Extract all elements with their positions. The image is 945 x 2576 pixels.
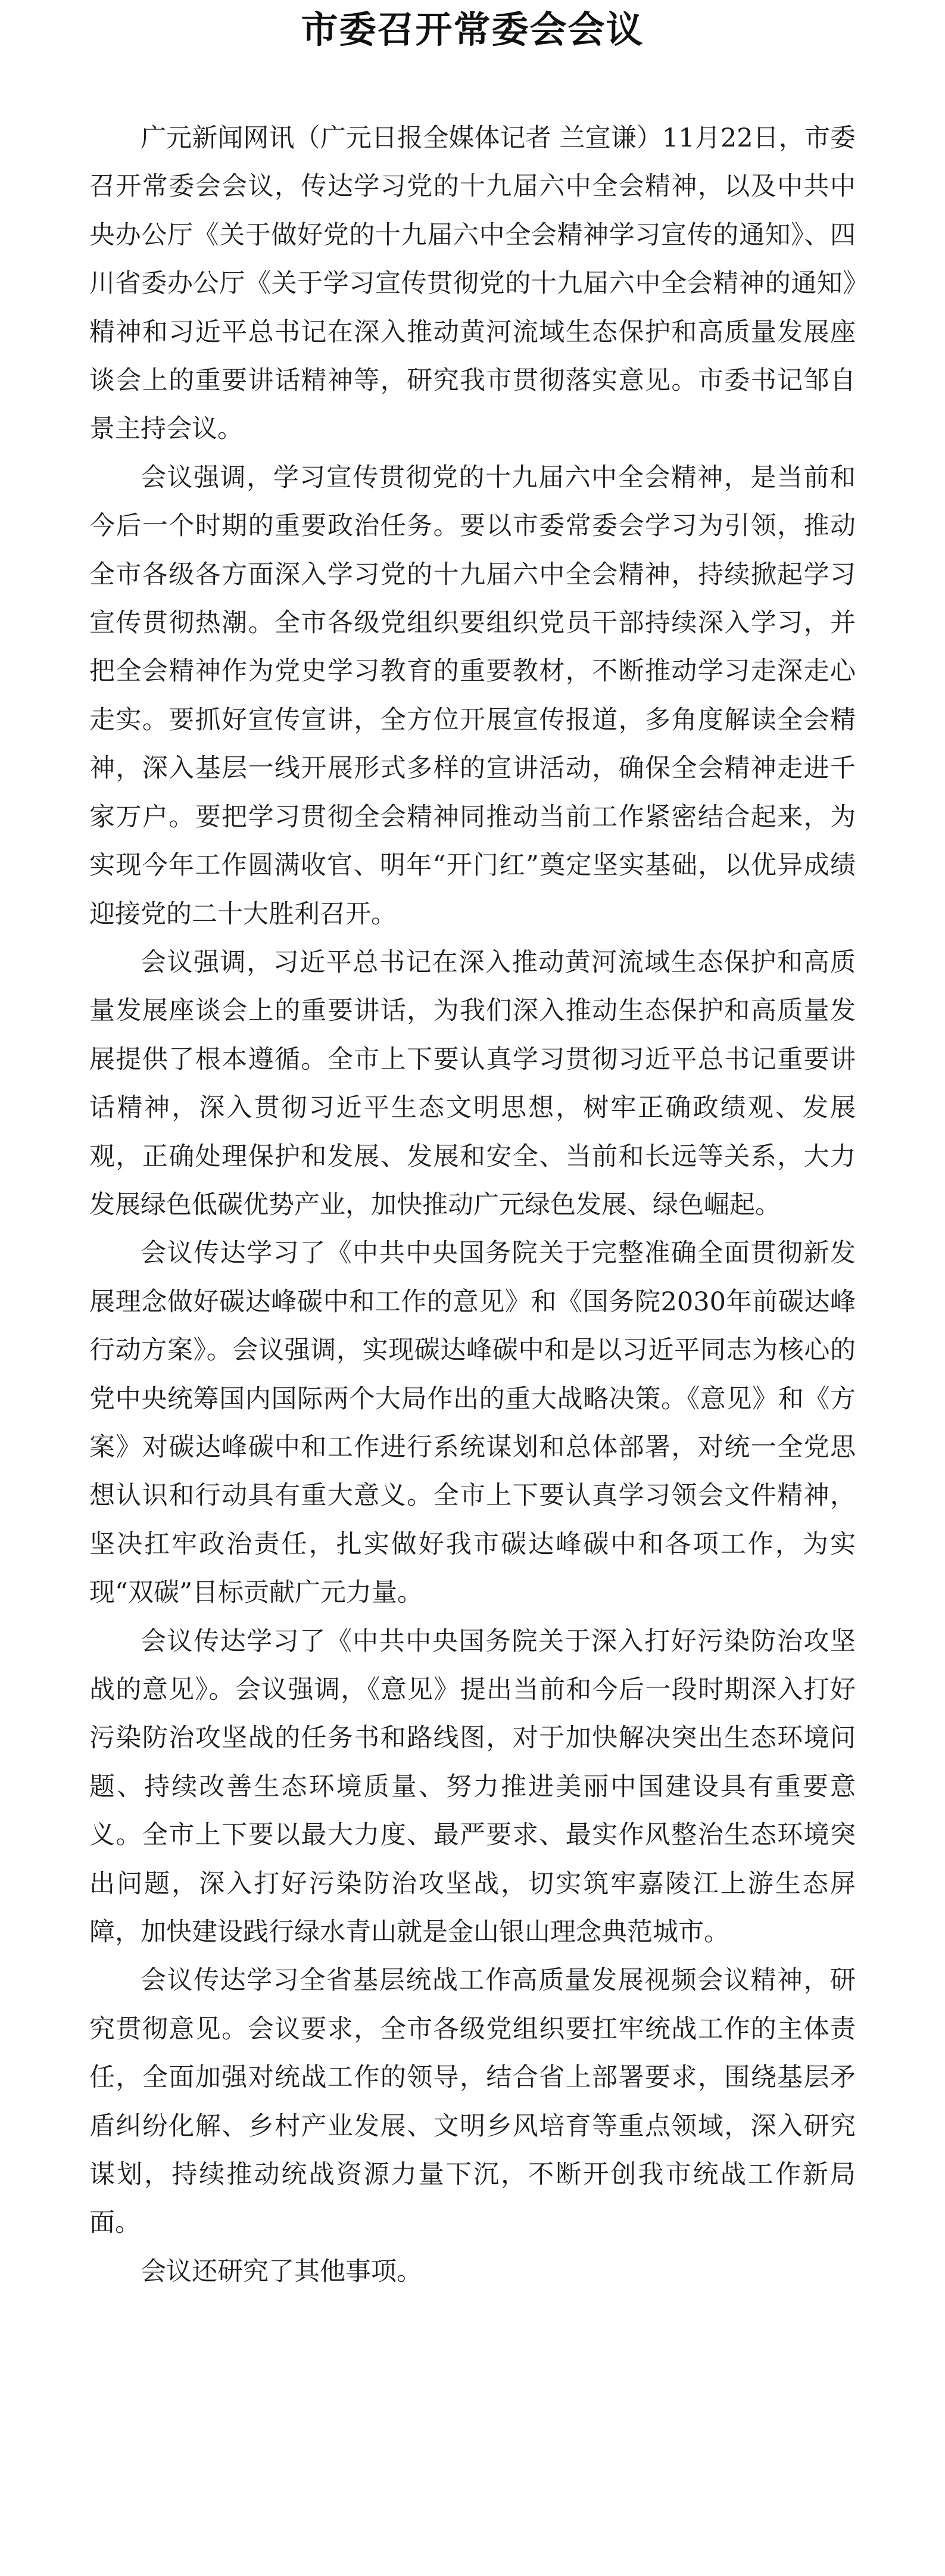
article-title: 市委召开常委会会议 [301,8,644,51]
paragraph-other-matters: 会议还研究了其他事项。 [141,2256,422,2287]
paragraph-plenary-spirit: 会议强调，学习宣传贯彻党的十九届六中全会精神，是当前和今后一个时期的重要政治任务。要以市委常委会学习为引领，推动全市各级各方面深入学习党的十九届六中全会精神，持续掀起学习宣传贯彻热潮。全市各级党组织要组织党员干部持续深入学习，并把全会精神作为党史学习教育的重要教材，不断推动学习走深走心走实。要抓好宣传宣讲，全方位开展宣传报道，多角度解读全会精神，深入基层一线开展形式多样的宣讲活动，确保全会精神走进千家万户。要把学习贯彻全会精神同推动当前工作紧密结合起来，为实现今年工作圆满收官、明年“开门红”奠定坚实基础，以优异成绩迎接党的二十大胜利召开。 [89,462,856,929]
paragraph-pollution-control: 会议传达学习了《中共中央国务院关于深入打好污染防治攻坚战的意见》。会议强调，《意见》提出当前和今后一段时期深入打好污染防治攻坚战的任务书和路线图，对于加快解决突出生态环境问题、持续改善生态环境质量、努力推进美丽中国建设具有重要意义。全市上下要以最大力度、最严要求、最实作风整治生态环境突出问题，深入打好污染防治攻坚战，切实筑牢嘉陵江上游生态屏障，加快建设践行绿水青山就是金山银山理念典范城市。 [89,1626,856,1948]
paragraph-united-front: 会议传达学习全省基层统战工作高质量发展视频会议精神，研究贯彻意见。会议要求，全市各级党组织要扛牢统战工作的主体责任，全面加强对统战工作的领导，结合省上部署要求，围绕基层矛盾纠纷化解、乡村产业发展、文明乡风培育等重点领域，深入研究谋划，持续推动统战资源力量下沉，不断开创我市统战工作新局面。 [89,1966,856,2238]
paragraph-intro: 广元新闻网讯（广元日报全媒体记者 兰宣谦）11月22日，市委召开常委会会议，传达学习党的十九届六中全会精神，以及中共中央办公厅《关于做好党的十九届六中全会精神学习宣传的通知》、四川省委办公厅《关于学习宣传贯彻党的十九届六中全会精神的通知》精神和习近平总书记在深入推动黄河流域生态保护和高质量发展座谈会上的重要讲话精神等，研究我市贯彻落实意见。市委书记邹自景主持会议。 [89,123,856,444]
paragraph-yellow-river: 会议强调，习近平总书记在深入推动黄河流域生态保护和高质量发展座谈会上的重要讲话，为我们深入推动生态保护和高质量发展提供了根本遵循。全市上下要认真学习贯彻习近平总书记重要讲话精神，深入贯彻习近平生态文明思想，树牢正确政绩观、发展观，正确处理保护和发展、发展和安全、当前和长远等关系，大力发展绿色低碳优势产业，加快推动广元绿色发展、绿色崛起。 [89,947,856,1220]
paragraph-carbon-peak: 会议传达学习了《中共中央国务院关于完整准确全面贯彻新发展理念做好碳达峰碳中和工作的意见》和《国务院2030年前碳达峰行动方案》。会议强调，实现碳达峰碳中和是以习近平同志为核心的党中央统筹国内国际两个大局作出的重大战略决策。《意见》和《方案》对碳达峰碳中和工作进行系统谋划和总体部署，对统一全党思想认识和行动具有重大意义。全市上下要认真学习领会文件精神，坚决扛牢政治责任，扎实做好我市碳达峰碳中和各项工作，为实现“双碳”目标贡献广元力量。 [89,1238,856,1608]
article-body [89,114,856,2296]
